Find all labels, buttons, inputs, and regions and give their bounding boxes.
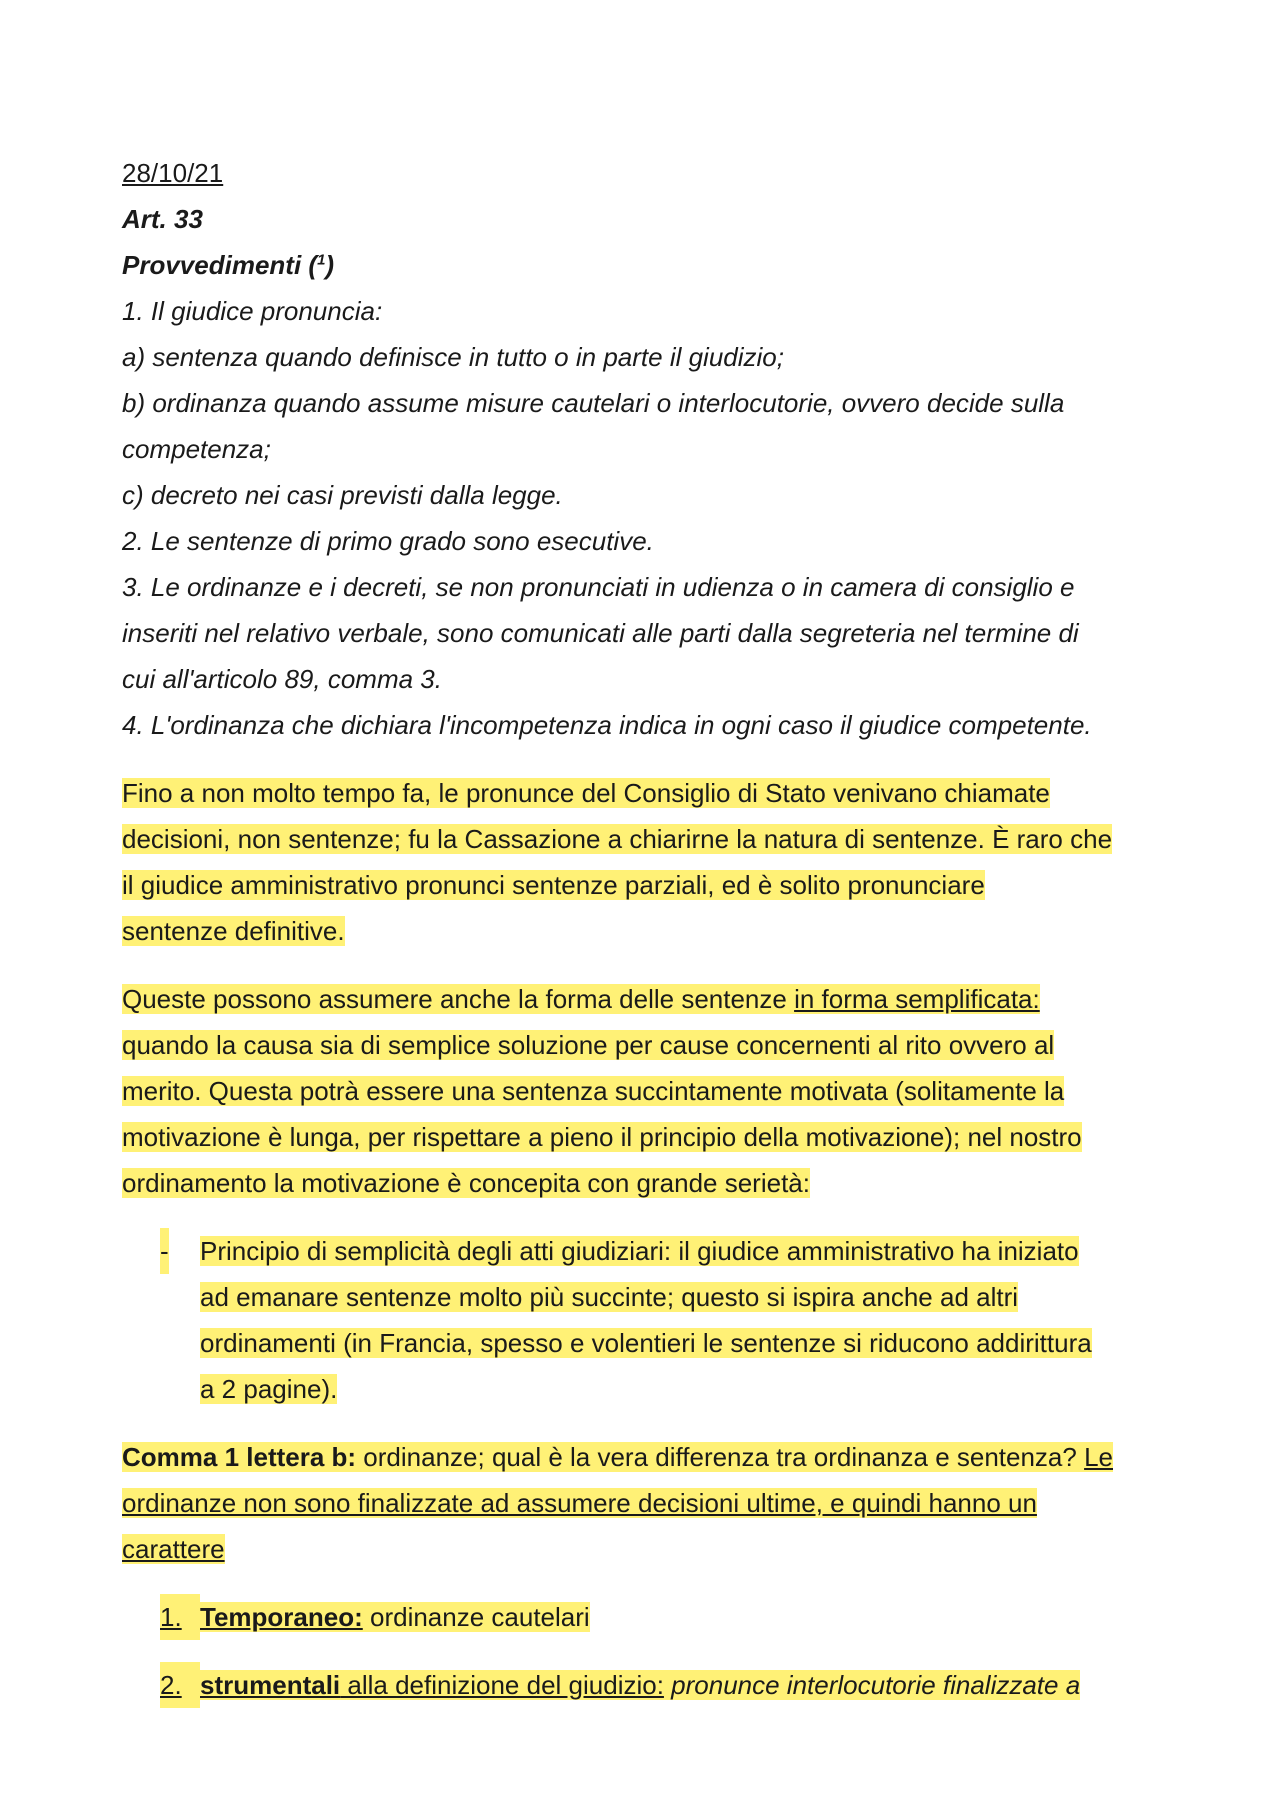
document-page <box>122 150 1162 1708</box>
date: 28/10/21 <box>122 158 224 188</box>
text-line: a 2 pagine). <box>200 1374 338 1404</box>
list-text: ordinanze cautelari <box>362 1602 590 1632</box>
article-line: 4. L'ordinanza che dichiara l'incompetenza indica in ogni caso il giudice competente. <box>122 710 1092 740</box>
text-line: ordinanze; qual è la vera differenza tra ordinanza e sentenza? <box>356 1442 1085 1472</box>
article-title: Art. 33 <box>122 204 203 234</box>
list-text: alla definizione del giudizio: <box>340 1670 664 1700</box>
article-line: b) ordinanza quando assume misure cautelari o interlocutorie, ovvero decide sulla <box>122 388 1065 418</box>
article-line: 2. Le sentenze di primo grado sono esecutive. <box>122 526 654 556</box>
bullet-item <box>122 1228 1162 1412</box>
underlined-phrase: carattere <box>122 1534 225 1564</box>
article-line: 3. Le ordinanze e i decreti, se non pronunciati in udienza o in camera di consiglio e <box>122 572 1075 602</box>
text-line: motivazione è lunga, per rispettare a pieno il principio della motivazione); nel nostro <box>122 1122 1082 1152</box>
article-line: competenza; <box>122 434 271 464</box>
text-line: il giudice amministrativo pronunci sentenze parziali, ed è solito pronunciare <box>122 870 985 900</box>
text-line: ordinamento la motivazione è concepita con grande serietà: <box>122 1168 810 1198</box>
paragraph-2 <box>122 976 1162 1206</box>
text-line: ad emanare sentenze molto più succinte; questo si ispira anche ad altri <box>200 1282 1019 1312</box>
footnote-marker: 1 <box>317 251 326 269</box>
text-line: Fino a non molto tempo fa, le pronunce del Consiglio di Stato venivano chiamate <box>122 778 1050 808</box>
underlined-phrase: in forma semplificata: <box>794 984 1040 1014</box>
paragraph-3 <box>122 1434 1162 1572</box>
list-item-2 <box>122 1662 1162 1708</box>
article-line: c) decreto nei casi previsti dalla legge. <box>122 480 563 510</box>
text-line: Principio di semplicità degli atti giudiziari: il giudice amministrativo ha iniziato <box>200 1236 1079 1266</box>
underlined-phrase: Le <box>1084 1442 1113 1472</box>
text-line: quando la causa sia di semplice soluzione per cause concernenti al rito ovvero al <box>122 1030 1055 1060</box>
text-line: sentenze definitive. <box>122 916 345 946</box>
article-line: inseriti nel relativo verbale, sono comunicati alle parti dalla segreteria nel termine di <box>122 618 1079 648</box>
article-subtitle: Provvedimenti ($^1$) <box>122 250 335 280</box>
article-line: 1. Il giudice pronuncia: <box>122 296 383 326</box>
paragraph-1 <box>122 770 1162 954</box>
bullet-marker: - <box>160 1228 169 1274</box>
list-number: 2. <box>160 1662 200 1708</box>
text-line: merito. Questa potrà essere una sentenza succintamente motivata (solitamente la <box>122 1076 1065 1106</box>
underlined-phrase: ordinanze non sono finalizzate ad assumere decisioni ultime, e quindi hanno un <box>122 1488 1037 1518</box>
list-item-1 <box>122 1594 1162 1640</box>
text-line: decisioni, non sentenze; fu la Cassazione a chiarirne la natura di sentenze. È raro che <box>122 824 1113 854</box>
article-text <box>122 288 1162 748</box>
article-line: a) sentenza quando definisce in tutto o in parte il giudizio; <box>122 342 784 372</box>
bold-label: Comma 1 lettera b: <box>122 1442 357 1472</box>
list-bold: Temporaneo: <box>200 1602 363 1632</box>
text-line: Queste possono assumere anche la forma delle sentenze <box>122 984 795 1014</box>
text-line: ordinamenti (in Francia, spesso e volentieri le sentenze si riducono addirittura <box>200 1328 1092 1358</box>
list-italic: pronunce interlocutorie finalizzate a <box>663 1670 1081 1700</box>
list-number: 1. <box>160 1594 200 1640</box>
article-line: cui all'articolo 89, comma 3. <box>122 664 442 694</box>
list-bold: strumentali <box>200 1670 341 1700</box>
